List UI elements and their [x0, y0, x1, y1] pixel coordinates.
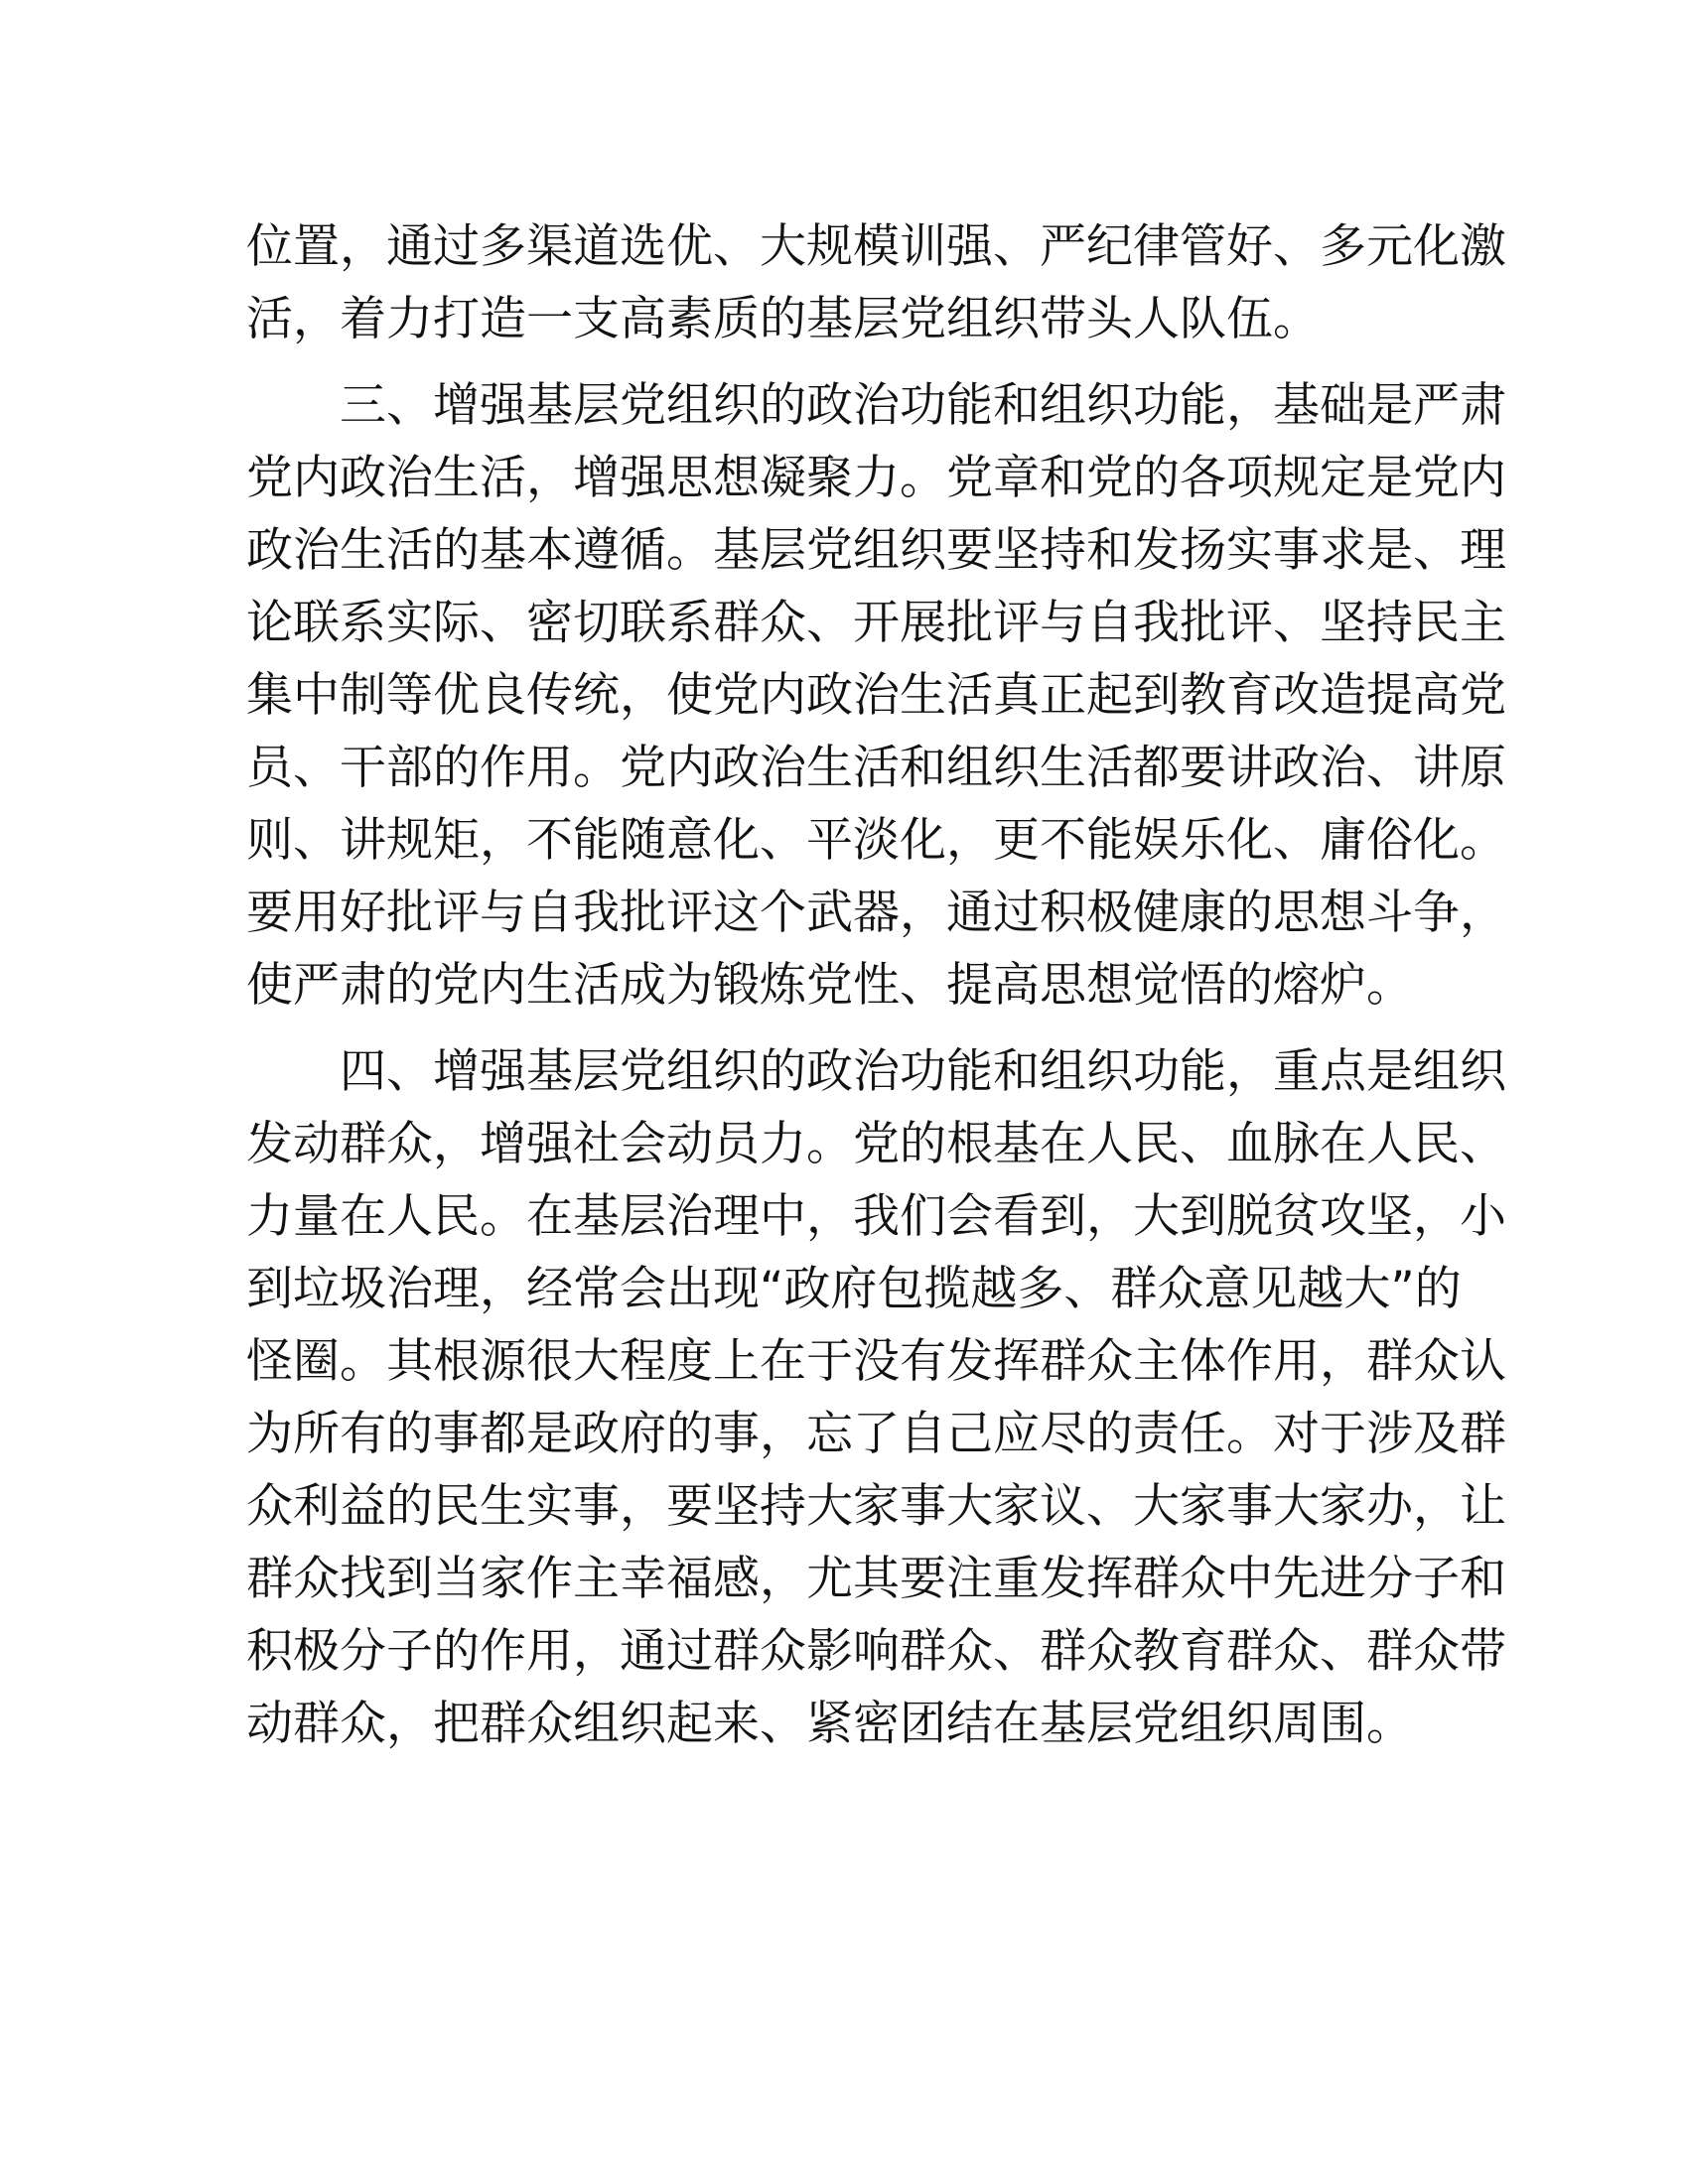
text-line: 怪圈。其根源很大程度上在于没有发挥群众主体作用，群众认 — [246, 1334, 1506, 1389]
text-line: 党内政治生活，增强思想凝聚力。党章和党的各项规定是党内 — [246, 451, 1506, 505]
paragraph-gap — [246, 355, 1438, 369]
text-line: 众利益的民生实事，要坚持大家事大家议、大家事大家办，让 — [246, 1479, 1506, 1534]
text-line: 动群众，把群众组织起来、紧密团结在基层党组织周围。 — [246, 1697, 1413, 1751]
text-line: 则、讲规矩，不能随意化、平淡化，更不能娱乐化、庸俗化。 — [246, 813, 1506, 868]
text-line: 为所有的事都是政府的事，忘了自己应尽的责任。对于涉及群 — [246, 1407, 1506, 1461]
text-line: 员、干部的作用。党内政治生活和组织生活都要讲政治、讲原 — [246, 741, 1506, 795]
paragraph-four — [246, 1035, 1506, 1760]
text-line: 使严肃的党内生活成为锻炼党性、提高思想觉悟的熔炉。 — [246, 958, 1413, 1013]
text-line: 论联系实际、密切联系群众、开展批评与自我批评、坚持民主 — [246, 596, 1506, 650]
text-line: 要用好批评与自我批评这个武器，通过积极健康的思想斗争， — [246, 886, 1506, 940]
paragraph-continuation — [246, 210, 1506, 355]
text-line: 四、增强基层党组织的政治功能和组织功能，重点是组织 — [340, 1044, 1506, 1099]
text-line: 发动群众，增强社会动员力。党的根基在人民、血脉在人民、 — [246, 1117, 1506, 1171]
document-page — [246, 210, 1506, 1760]
paragraph-three — [246, 369, 1506, 1022]
text-line: 群众找到当家作主幸福感，尤其要注重发挥群众中先进分子和 — [246, 1552, 1506, 1606]
text-line: 位置，通过多渠道选优、大规模训强、严纪律管好、多元化激 — [246, 219, 1506, 274]
text-line: 积极分子的作用，通过群众影响群众、群众教育群众、群众带 — [246, 1624, 1506, 1679]
text-line: 集中制等优良传统，使党内政治生活真正起到教育改造提高党 — [246, 668, 1506, 723]
text-line: 到垃圾治理，经常会出现“政府包揽越多、群众意见越大”的 — [246, 1262, 1462, 1316]
text-line: 政治生活的基本遵循。基层党组织要坚持和发扬实事求是、理 — [246, 523, 1506, 578]
text-line: 活，着力打造一支高素质的基层党组织带头人队伍。 — [246, 292, 1320, 346]
paragraph-gap — [246, 1022, 1438, 1035]
text-line: 三、增强基层党组织的政治功能和组织功能，基础是严肃 — [340, 378, 1506, 433]
text-line: 力量在人民。在基层治理中，我们会看到，大到脱贫攻坚，小 — [246, 1189, 1506, 1244]
